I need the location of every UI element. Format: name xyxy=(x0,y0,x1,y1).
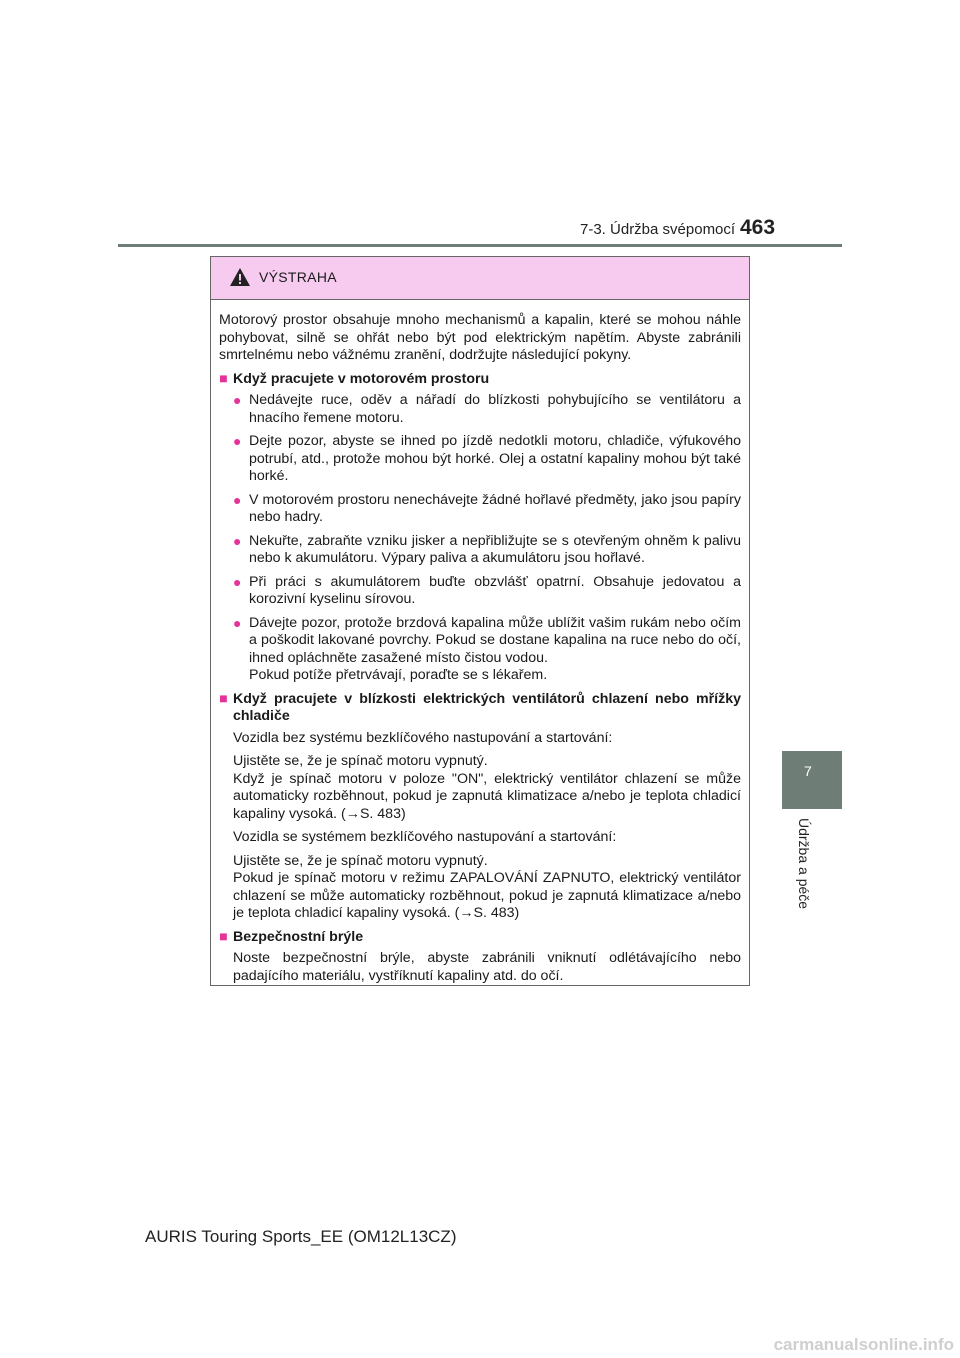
section-heading: ■ Bezpečnostní brýle xyxy=(219,928,364,945)
chapter-tab xyxy=(782,751,842,809)
warning-intro: Motorový prostor obsahuje mnoho mechanismů a kapalin, které se mohou náhle pohybovat, silně se ohřát nebo být pod elektrickým napětím. Abyste zabránili smrtelnému nebo vážnému zranění, dodržujte následující pokyny. xyxy=(219,312,741,363)
bullet-marker: ● xyxy=(233,491,242,508)
section-heading: ■ Když pracujete v blízkosti elektrických ventilátorů chlazení nebo mřížky chladiče xyxy=(219,690,741,724)
section-marker: ■ xyxy=(219,928,228,945)
case-text: Když je spínač motoru v poloze "ON", elektrický ventilátor chlazení se může automaticky rozběhnout, pokud je zapnutá klimatizace a/nebo je teplota chladicí kapaliny vysoká. (→S. 483) xyxy=(233,770,741,822)
watermark: carmanualsonline.info xyxy=(773,1335,954,1354)
case-text: Pokud je spínač motoru v režimu ZAPALOVÁNÍ ZAPNUTO, elektrický ventilátor chlazení se může automaticky rozběhnout, pokud je zapnutá klimatizace a/nebo je teplota chladicí kapaliny vysoká. (→S. 483) xyxy=(233,870,741,921)
section-marker: ■ xyxy=(219,690,228,707)
list-item: ● Dejte pozor, abyste se ihned po jízdě nedotkli motoru, chladiče, výfukového potrubí, atd., protože mohou být horké. Olej a ostatní kapaliny mohou být také horké. xyxy=(233,433,741,484)
case-title: Vozidla se systémem bezklíčového nastupování a startování: xyxy=(233,829,617,845)
footer-model: AURIS Touring Sports_EE (OM12L13CZ) xyxy=(145,1227,457,1246)
case-text: Ujistěte se, že je spínač motoru vypnutý. xyxy=(233,753,488,769)
section-text: Noste bezpečnostní brýle, abyste zabránili vniknutí odlétávajícího nebo padajícího materiálu, vystříknutí kapaliny atd. do očí. xyxy=(233,950,741,984)
list-item: ● V motorovém prostoru nenechávejte žádné hořlavé předměty, jako jsou papíry nebo hadry. xyxy=(233,491,741,525)
list-item: ● Nedávejte ruce, oděv a nářadí do blízkosti pohybujícího se ventilátoru a hnacího řemene motoru. xyxy=(233,392,741,426)
list-item: ● Nekuřte, zabraňte vzniku jisker a nepřibližujte se s otevřeným ohněm k palivu nebo k akumulátoru. Výpary paliva a akumulátoru jsou hořlavé. xyxy=(233,532,741,566)
case-title: Vozidla bez systému bezklíčového nastupování a startování: xyxy=(233,729,613,746)
warning-header xyxy=(211,257,749,300)
bullet-extra: Pokud potíže přetrvávají, poraďte se s lékařem. xyxy=(249,667,548,683)
section-title: 7-3. Údržba svépomocí xyxy=(580,221,736,238)
bullet-marker: ● xyxy=(233,392,242,408)
list-item: ● Při práci s akumulátorem buďte obzvlášť opatrní. Obsahuje jedovatou a korozivní kyselinu sírovou. xyxy=(233,573,741,607)
chapter-label: Údržba a péče xyxy=(796,818,812,910)
warning-body xyxy=(211,300,749,985)
bullet-marker: ● xyxy=(233,573,242,590)
bullet-marker: ● xyxy=(233,614,242,631)
section-marker: ■ xyxy=(219,370,228,387)
bullet-marker: ● xyxy=(233,433,242,449)
section-heading: ■ Když pracujete v motorovém prostoru xyxy=(219,370,490,387)
case-text: Ujistěte se, že je spínač motoru vypnutý. xyxy=(233,852,488,869)
warning-box xyxy=(210,256,750,986)
chapter-number: 7 xyxy=(804,763,812,779)
warning-triangle-icon xyxy=(229,267,251,287)
bullet-marker: ● xyxy=(233,532,242,549)
header-divider xyxy=(118,244,842,247)
list-item: ● Dávejte pozor, protože brzdová kapalina může ublížit vašim rukám nebo očím a poškodit lakované povrchy. Pokud se dostane kapalina na ruce nebo do očí, ihned opláchněte zasažené místo čistou vodou. Pokud potíže přetrvávají, poraďte se s lékařem. xyxy=(233,614,741,683)
warning-title: VÝSTRAHA xyxy=(259,269,337,285)
page-number: 463 xyxy=(740,216,776,239)
